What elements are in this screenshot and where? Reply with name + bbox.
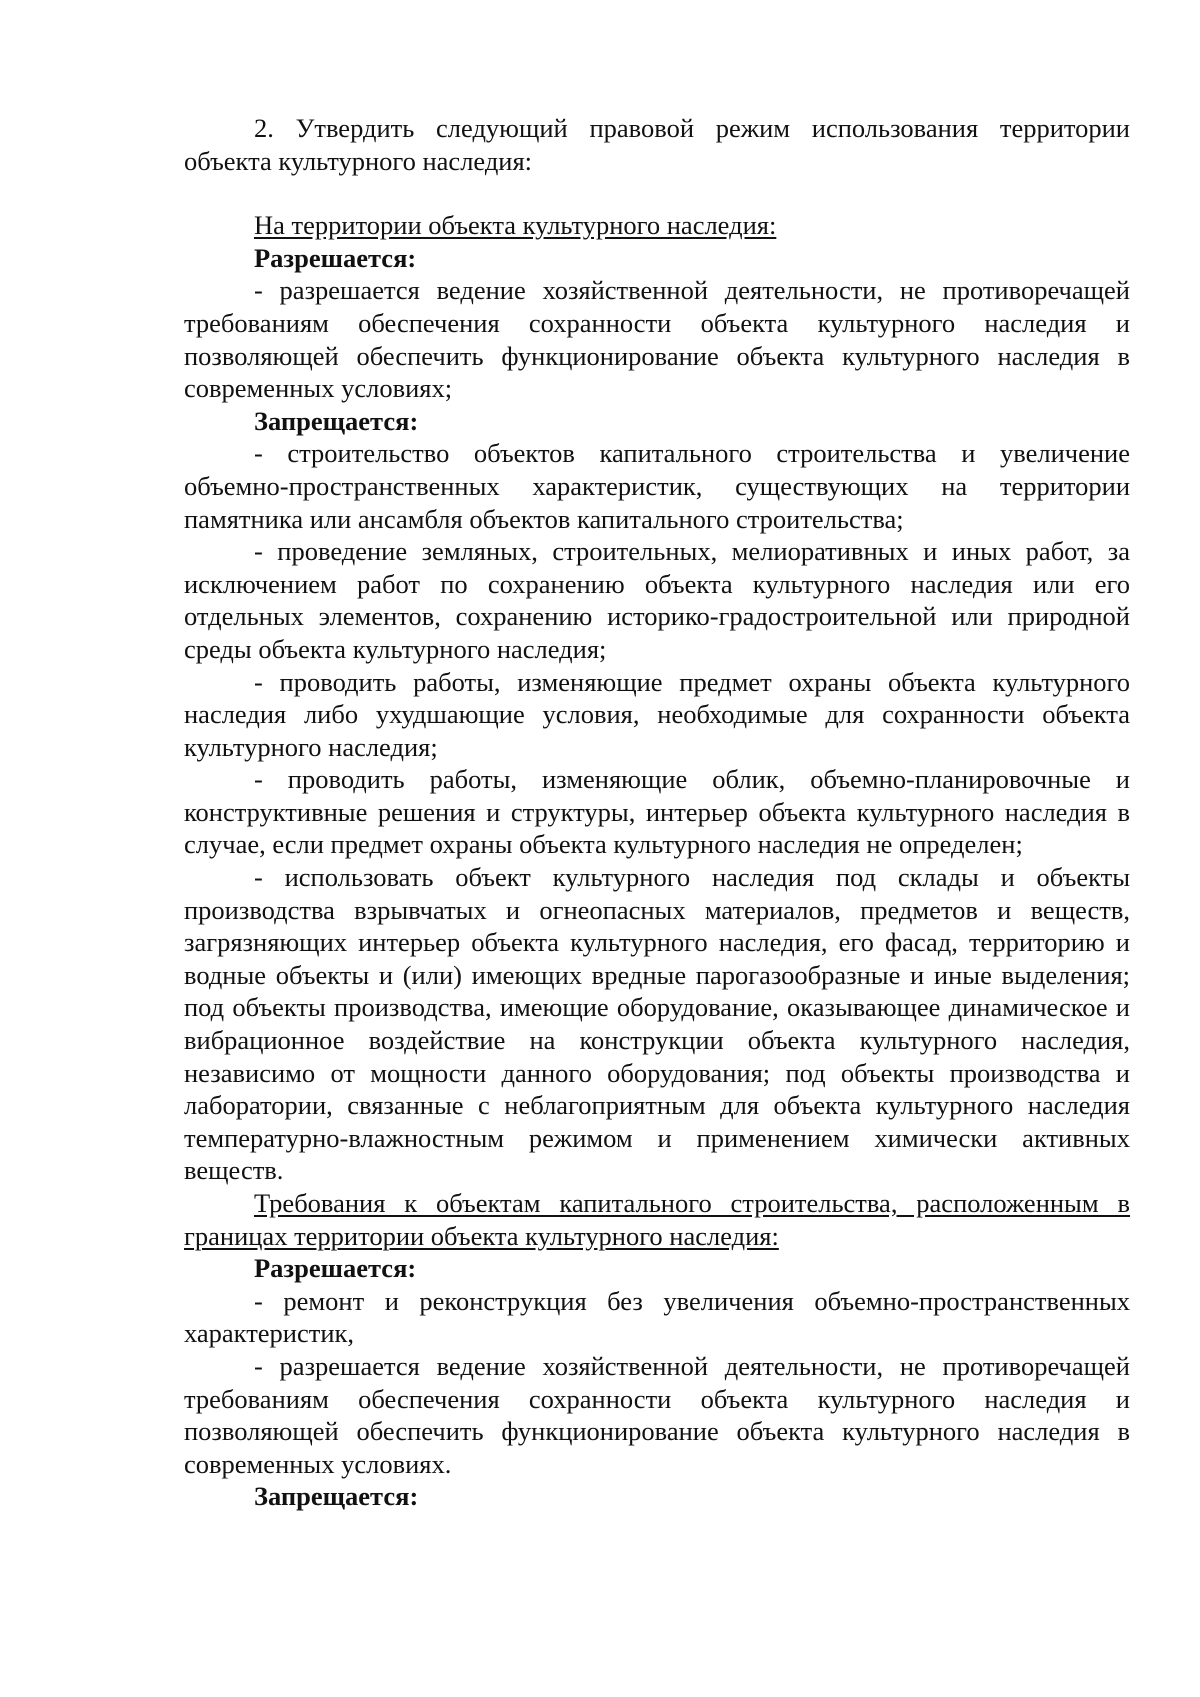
intro-paragraph: 2. Утвердить следующий правовой режим использования территории объекта культурного наследия: (184, 113, 1130, 176)
section2-allowed-label: Разрешается: (254, 1253, 417, 1284)
section1-heading-text: На территории объекта культурного наследия: (254, 210, 777, 241)
document-page (184, 112, 1130, 1513)
section1-forbidden-item: - проводить работы, изменяющие облик, объемно-планировочные и конструктивные решения и структуры, интерьер объекта культурного наследия в случае, если предмет охраны объекта культурного наследия не определен; (184, 764, 1130, 860)
section2-heading-text: Требования к объектам капитального строительства, расположенным в границах территории объекта культурного наследия: (184, 1188, 1130, 1251)
section1-forbidden-label: Запрещается: (254, 405, 419, 436)
section1-forbidden-item: - проводить работы, изменяющие предмет охраны объекта культурного наследия либо ухудшающие условия, необходимые для сохранности объекта культурного наследия; (184, 666, 1130, 762)
section1-allowed-label: Разрешается: (254, 242, 417, 273)
section2-allowed-item: - разрешается ведение хозяйственной деятельности, не противоречащей требованиям обеспечения сохранности объекта культурного наследия и позволяющей обеспечить функционирование объекта культурного наследия в современных условиях. (184, 1350, 1130, 1479)
section2-forbidden-label: Запрещается: (254, 1481, 419, 1512)
section1-allowed-item: - разрешается ведение хозяйственной деятельности, не противоречащей требованиям обеспечения сохранности объекта культурного наследия и позволяющей обеспечить функционирование объекта культурного наследия в современных условиях; (184, 275, 1130, 404)
section2-allowed-item: - ремонт и реконструкция без увеличения объемно-пространственных характеристик, (184, 1285, 1130, 1349)
section1-forbidden-item: - использовать объект культурного наследия под склады и объекты производства взрывчатых и огнеопасных материалов, предметов и веществ, загрязняющих интерьер объекта культурного наследия, его фасад, территорию и водные объекты и (или) имеющих вредные парогазообразные и иные выделения; под объекты производства, имеющие оборудование, оказывающее динамическое и вибрационное воздействие на конструкции объекта культурного наследия, независимо от мощности данного оборудования; под объекты производства и лаборатории, связанные с неблагоприятным для объекта культурного наследия температурно-влажностным режимом и применением химически активных веществ. (184, 862, 1130, 1186)
section2-heading (184, 1187, 1130, 1252)
section1-forbidden-item: - строительство объектов капитального строительства и увеличение объемно-пространственных характеристик, существующих на территории памятника или ансамбля объектов капитального строительства; (184, 438, 1130, 534)
section1-heading (184, 209, 1130, 242)
spacer (184, 177, 1130, 209)
section1-forbidden-item: - проведение земляных, строительных, мелиоративных и иных работ, за исключением работ по сохранению объекта культурного наследия или его отдельных элементов, сохранению историко-градостроительной или природной среды объекта культурного наследия; (184, 536, 1130, 664)
